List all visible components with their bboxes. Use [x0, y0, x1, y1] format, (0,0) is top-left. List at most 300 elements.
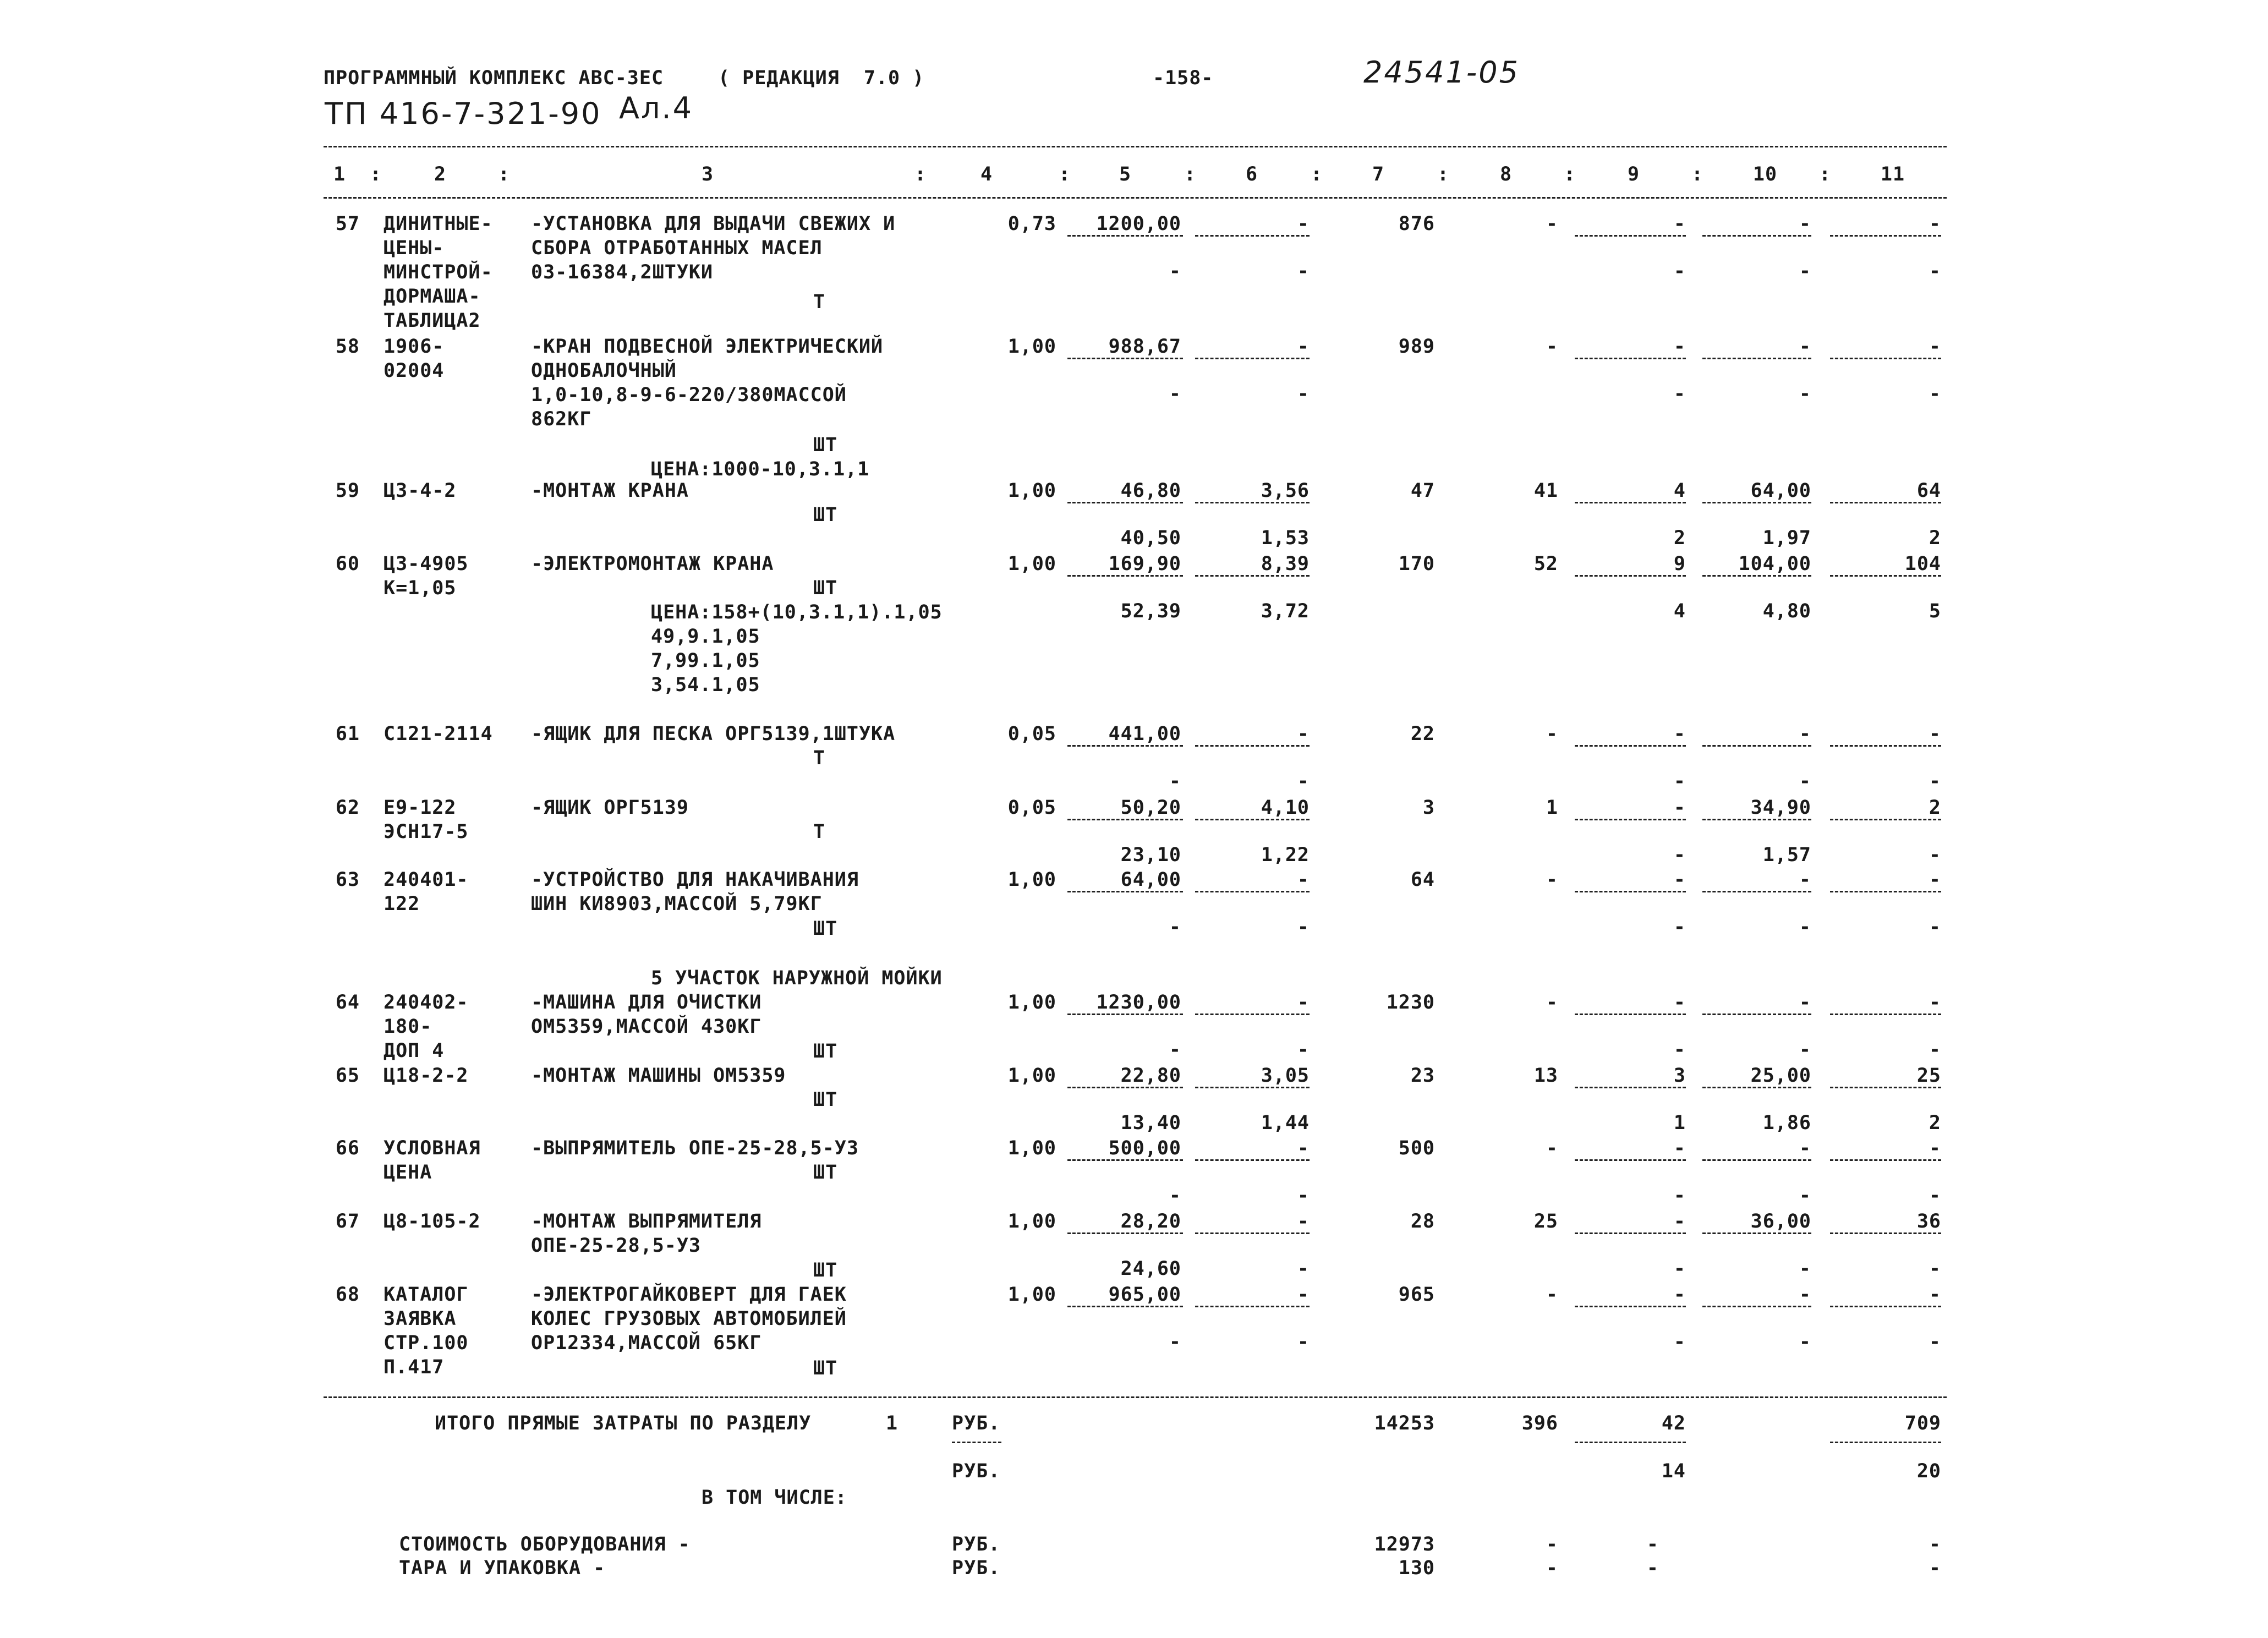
col10: - [1799, 336, 1811, 358]
col6: - [1297, 1210, 1310, 1232]
column-header: 9 [1627, 163, 1640, 185]
col11: - [1929, 336, 1941, 358]
sub-rule-c9 [1575, 1087, 1686, 1088]
row-unit: Т [813, 291, 826, 313]
sub-rule-c9 [1575, 358, 1686, 359]
sub-rule-c9 [1575, 1442, 1686, 1443]
col6-sub: - [1297, 1039, 1310, 1061]
col8: - [1546, 869, 1558, 891]
col9: - [1673, 1210, 1686, 1232]
col7: 23 [1410, 1065, 1435, 1087]
col8: - [1546, 336, 1558, 358]
col5-sub: - [1169, 770, 1181, 792]
col6: - [1297, 1284, 1310, 1306]
col10: - [1799, 723, 1811, 745]
col11: 25 [1916, 1065, 1941, 1087]
row-number: 60 [335, 553, 360, 575]
sub-rule-c11 [1830, 235, 1941, 237]
col11-sub: - [1929, 1258, 1941, 1280]
qty: 1,00 [1007, 336, 1056, 358]
row-number: 63 [335, 869, 360, 891]
qty: 1,00 [1007, 553, 1056, 575]
tare-col11: - [1929, 1557, 1941, 1579]
col8: - [1546, 991, 1558, 1014]
sub-rule-c6 [1195, 891, 1310, 892]
col8: - [1546, 1137, 1558, 1159]
col6: 3,56 [1261, 480, 1310, 502]
row-code: СТР.100 [384, 1332, 469, 1354]
row-code: 122 [384, 893, 420, 915]
totals-unit2: РУБ. [952, 1460, 1001, 1482]
col9: 3 [1673, 1065, 1686, 1087]
price-note: ЦЕНА:158+(10,3.1,1).1,05 [651, 601, 943, 623]
col8: 41 [1533, 480, 1558, 502]
row-code: ЦЕНА [384, 1162, 432, 1184]
row-number: 66 [335, 1137, 360, 1159]
totals-col8: 396 [1521, 1412, 1558, 1434]
sub-rule-c6 [1195, 1014, 1310, 1015]
totals-unit: РУБ. [952, 1412, 1001, 1434]
sub-rule-c10 [1702, 1087, 1811, 1088]
row-name: ОМ5359,МАССОЙ 430КГ [531, 1016, 762, 1038]
row-name: -ЯЩИК ДЛЯ ПЕСКА ОРГ5139,1ШТУКА [531, 723, 896, 745]
col9-sub: - [1673, 844, 1686, 866]
sub-rule-c6 [1195, 358, 1310, 359]
col9: - [1673, 1284, 1686, 1306]
col10-sub: 1,86 [1762, 1112, 1811, 1134]
row-unit: ШТ [813, 577, 838, 599]
col5: 46,80 [1120, 480, 1181, 502]
col9-sub: - [1673, 260, 1686, 282]
price-note: 3,54.1,05 [651, 674, 760, 696]
col7: 3 [1422, 797, 1435, 819]
qty: 0,73 [1007, 213, 1056, 235]
col9-sub: 4 [1673, 600, 1686, 622]
col11-sub: - [1929, 1331, 1941, 1353]
row-name: -ЯЩИК ОРГ5139 [531, 797, 689, 819]
sub-rule-c5 [1067, 1306, 1183, 1307]
col5: 64,00 [1120, 869, 1181, 891]
col10-sub: - [1799, 383, 1811, 405]
col5-sub: 13,40 [1120, 1112, 1181, 1134]
sub-rule-c5 [1067, 1087, 1183, 1088]
equipment-label: СТОИМОСТЬ ОБОРУДОВАНИЯ - [399, 1533, 691, 1555]
sub-rule-c10 [1702, 358, 1811, 359]
col11: - [1929, 991, 1941, 1014]
col9-sub: - [1673, 383, 1686, 405]
totals-label: ИТОГО ПРЯМЫЕ ЗАТРАТЫ ПО РАЗДЕЛУ [435, 1412, 812, 1434]
col5: 500,00 [1108, 1137, 1181, 1159]
col5-sub: 23,10 [1120, 844, 1181, 866]
sub-rule-c11 [1830, 1306, 1941, 1307]
col10-sub: - [1799, 1258, 1811, 1280]
column-separator: : [1059, 163, 1071, 185]
col10: - [1799, 1137, 1811, 1159]
col10-sub: 4,80 [1762, 600, 1811, 622]
col10-sub: - [1799, 1331, 1811, 1353]
row-code: С121-2114 [384, 723, 493, 745]
row-unit: ШТ [813, 918, 838, 940]
column-separator: : [370, 163, 382, 185]
col10-sub: - [1799, 1185, 1811, 1207]
row-name: -МОНТАЖ КРАНА [531, 480, 689, 502]
qty: 0,05 [1007, 723, 1056, 745]
column-separator: : [914, 163, 927, 185]
row-code: КАТАЛОГ [384, 1284, 469, 1306]
col10: 64,00 [1750, 480, 1811, 502]
row-number: 65 [335, 1065, 360, 1087]
col10: - [1799, 1284, 1811, 1306]
row-unit: ШТ [813, 1040, 838, 1062]
sub-rule-c5 [1067, 745, 1183, 747]
sub-rule-c5 [1067, 502, 1183, 503]
doc-number: 24541-05 [1363, 55, 1520, 90]
col5-sub: - [1169, 1331, 1181, 1353]
table-top-rule [324, 146, 1947, 147]
tare-col8: - [1546, 1557, 1558, 1579]
sub-rule-c6 [1195, 1232, 1310, 1234]
row-code: 240401- [384, 869, 469, 891]
column-header: 10 [1752, 163, 1778, 185]
row-name: 1,0-10,8-9-6-220/380МАССОЙ [531, 384, 847, 406]
col9: - [1673, 336, 1686, 358]
row-name: СБОРА ОТРАБОТАННЫХ МАСЕЛ [531, 237, 823, 259]
row-number: 57 [335, 213, 360, 235]
col8: 13 [1533, 1065, 1558, 1087]
col8: - [1546, 1284, 1558, 1306]
sub-rule-c10 [1702, 745, 1811, 747]
row-name: -МОНТАЖ МАШИНЫ ОМ5359 [531, 1065, 786, 1087]
col11: - [1929, 213, 1941, 235]
col9: - [1673, 991, 1686, 1014]
row-code: МИНСТРОЙ- [384, 261, 493, 283]
col5-sub: - [1169, 1185, 1181, 1207]
sub-rule-c11 [1830, 1014, 1941, 1015]
row-number: 67 [335, 1210, 360, 1232]
qty: 1,00 [1007, 480, 1056, 502]
sub-rule-c10 [1702, 575, 1811, 577]
col5: 169,90 [1108, 553, 1181, 575]
row-name: ОР12334,МАССОЙ 65КГ [531, 1332, 762, 1354]
qty: 0,05 [1007, 797, 1056, 819]
sub-rule-c11 [1830, 1232, 1941, 1234]
column-separator: : [1311, 163, 1323, 185]
equipment-col9: - [1646, 1533, 1659, 1555]
col6-sub: - [1297, 916, 1310, 938]
including-label: В ТОМ ЧИСЛЕ: [702, 1487, 847, 1509]
col11-sub: - [1929, 260, 1941, 282]
sub-rule-c11 [1830, 1087, 1941, 1088]
column-header: 5 [1119, 163, 1132, 185]
col11: - [1929, 1137, 1941, 1159]
col5: 22,80 [1120, 1065, 1181, 1087]
col6: - [1297, 1137, 1310, 1159]
col10-sub: - [1799, 916, 1811, 938]
col8: - [1546, 723, 1558, 745]
col10-sub: - [1799, 770, 1811, 792]
col11-sub: 2 [1929, 1112, 1941, 1134]
sub-rule-c9 [1575, 502, 1686, 503]
row-unit: Т [813, 821, 826, 843]
row-code: ДОП 4 [384, 1040, 445, 1062]
column-header: 8 [1499, 163, 1513, 185]
col5: 988,67 [1108, 336, 1181, 358]
sub-rule-c10 [1702, 1232, 1811, 1234]
row-name: ШИН КИ8903,МАССОЙ 5,79КГ [531, 893, 823, 915]
qty: 1,00 [1007, 869, 1056, 891]
sub-rule-c11 [1830, 575, 1941, 577]
row-name: -МОНТАЖ ВЫПРЯМИТЕЛЯ [531, 1210, 762, 1232]
col11: - [1929, 1284, 1941, 1306]
col7: 47 [1410, 480, 1435, 502]
totals-col9-sub: 14 [1661, 1460, 1686, 1482]
col9-sub: - [1673, 1258, 1686, 1280]
row-name: -УСТАНОВКА ДЛЯ ВЫДАЧИ СВЕЖИХ И [531, 213, 896, 235]
col11-sub: - [1929, 383, 1941, 405]
col10: - [1799, 991, 1811, 1014]
col6: - [1297, 213, 1310, 235]
row-code: 1906- [384, 336, 445, 358]
totals-rule [324, 1396, 1947, 1398]
col6-sub: - [1297, 260, 1310, 282]
col9-sub: - [1673, 1039, 1686, 1061]
col6: 4,10 [1261, 797, 1310, 819]
row-number: 61 [335, 723, 360, 745]
totals-col11: 709 [1904, 1412, 1941, 1434]
row-name: -МАШИНА ДЛЯ ОЧИСТКИ [531, 991, 762, 1014]
sub-rule-c5 [1067, 575, 1183, 577]
col11-sub: - [1929, 1185, 1941, 1207]
price-note: 7,99.1,05 [651, 650, 760, 672]
row-code: ЭСН17-5 [384, 821, 469, 843]
col7: 500 [1398, 1137, 1435, 1159]
col5-sub: - [1169, 383, 1181, 405]
row-code: ЦЕНЫ- [384, 237, 445, 259]
sub-rule-c11 [1830, 819, 1941, 820]
qty: 1,00 [1007, 1137, 1056, 1159]
col11-sub: 5 [1929, 600, 1941, 622]
col6: - [1297, 991, 1310, 1014]
col5-sub: 52,39 [1120, 600, 1181, 622]
col7: 64 [1410, 869, 1435, 891]
sub-rule-c5 [1067, 235, 1183, 237]
row-number: 64 [335, 991, 360, 1014]
row-name: -УСТРОЙСТВО ДЛЯ НАКАЧИВАНИЯ [531, 869, 859, 891]
row-name: 03-16384,2ШТУКИ [531, 261, 714, 283]
col9: - [1673, 797, 1686, 819]
col6: - [1297, 869, 1310, 891]
row-code: 240402- [384, 991, 469, 1014]
col9-sub: - [1673, 1331, 1686, 1353]
col6: - [1297, 336, 1310, 358]
col5: 965,00 [1108, 1284, 1181, 1306]
col6: 8,39 [1261, 553, 1310, 575]
col9: 9 [1673, 553, 1686, 575]
sub-rule-c10 [1702, 235, 1811, 237]
row-unit: ШТ [813, 504, 838, 526]
sub-rule-c9 [1575, 1306, 1686, 1307]
col7: 965 [1398, 1284, 1435, 1306]
sub-rule-c5 [1067, 1232, 1183, 1234]
column-separator: : [1184, 163, 1197, 185]
row-name: -ВЫПРЯМИТЕЛЬ ОПЕ-25-28,5-У3 [531, 1137, 859, 1159]
col10: 25,00 [1750, 1065, 1811, 1087]
col11: 64 [1916, 480, 1941, 502]
col5-sub: - [1169, 260, 1181, 282]
col10: - [1799, 213, 1811, 235]
row-unit: ШТ [813, 1162, 838, 1184]
row-code: К=1,05 [384, 577, 457, 599]
price-note: ЦЕНА:1000-10,3.1,1 [651, 458, 870, 480]
row-code: ЗАЯВКА [384, 1308, 457, 1330]
col9-sub: 2 [1673, 527, 1686, 549]
sub-rule-c10 [1702, 891, 1811, 892]
col10-sub: - [1799, 260, 1811, 282]
sub-rule-c6 [1195, 819, 1310, 820]
col5: 1230,00 [1096, 991, 1181, 1014]
sub-rule-c5 [1067, 1014, 1183, 1015]
col10: 104,00 [1738, 553, 1811, 575]
sub-rule-c6 [1195, 1159, 1310, 1161]
col5: 28,20 [1120, 1210, 1181, 1232]
row-number: 59 [335, 480, 360, 502]
tare-col9: - [1646, 1557, 1659, 1579]
column-separator: : [1819, 163, 1832, 185]
table-header-rule [324, 197, 1947, 199]
col8: 25 [1533, 1210, 1558, 1232]
tare-label: ТАРА И УПАКОВКА - [399, 1557, 606, 1579]
row-number: 58 [335, 336, 360, 358]
col5: 50,20 [1120, 797, 1181, 819]
col9: 4 [1673, 480, 1686, 502]
col5: 1200,00 [1096, 213, 1181, 235]
row-code: Ц3-4-2 [384, 480, 457, 502]
row-name: КОЛЕС ГРУЗОВЫХ АВТОМОБИЛЕЙ [531, 1308, 847, 1330]
totals-unit-rule [952, 1442, 1001, 1443]
col7: 876 [1398, 213, 1435, 235]
qty: 1,00 [1007, 991, 1056, 1014]
col5: 441,00 [1108, 723, 1181, 745]
sub-rule-c6 [1195, 745, 1310, 747]
col5-sub: - [1169, 1039, 1181, 1061]
row-code: Ц8-105-2 [384, 1210, 481, 1232]
col9: - [1673, 213, 1686, 235]
row-unit: ШТ [813, 434, 838, 456]
column-separator: : [1564, 163, 1576, 185]
column-header: 3 [701, 163, 714, 185]
price-note: 49,9.1,05 [651, 626, 760, 648]
col11: - [1929, 723, 1941, 745]
col7: 1230 [1386, 991, 1435, 1014]
tare-col7: 130 [1398, 1557, 1435, 1579]
col11: 36 [1916, 1210, 1941, 1232]
row-unit: ШТ [813, 1259, 838, 1281]
col7: 22 [1410, 723, 1435, 745]
col5-sub: 40,50 [1120, 527, 1181, 549]
sub-rule-c11 [1830, 1442, 1941, 1443]
col6-sub: - [1297, 770, 1310, 792]
col11-sub: - [1929, 770, 1941, 792]
edition-label: ( РЕДАКЦИЯ 7.0 ) [718, 67, 925, 89]
sub-rule-c11 [1830, 502, 1941, 503]
col9: - [1673, 723, 1686, 745]
column-header: 7 [1372, 163, 1385, 185]
row-name: ОДНОБАЛОЧНЫЙ [531, 360, 677, 382]
row-code: ДОРМАША- [384, 286, 481, 308]
column-header: 4 [980, 163, 993, 185]
row-code: 180- [384, 1016, 432, 1038]
qty: 1,00 [1007, 1210, 1056, 1232]
sub-rule-c9 [1575, 235, 1686, 237]
sub-rule-c6 [1195, 1306, 1310, 1307]
row-unit: ШТ [813, 1089, 838, 1111]
column-separator: : [498, 163, 511, 185]
col9-sub: - [1673, 916, 1686, 938]
col9: - [1673, 869, 1686, 891]
row-code: Ц18-2-2 [384, 1065, 469, 1087]
row-code: Е9-122 [384, 797, 457, 819]
col10-sub: 1,57 [1762, 844, 1811, 866]
col9-sub: 1 [1673, 1112, 1686, 1134]
col6: 3,05 [1261, 1065, 1310, 1087]
col11: 2 [1929, 797, 1941, 819]
sub-rule-c10 [1702, 502, 1811, 503]
sub-rule-c10 [1702, 1306, 1811, 1307]
column-header: 11 [1880, 163, 1905, 185]
col6-sub: 1,53 [1261, 527, 1310, 549]
row-name: -ЭЛЕКТРОГАЙКОВЕРТ ДЛЯ ГАЕК [531, 1284, 847, 1306]
sub-rule-c10 [1702, 1014, 1811, 1015]
sub-rule-c6 [1195, 235, 1310, 237]
page-number: -158- [1153, 67, 1214, 89]
column-header: 1 [333, 163, 346, 185]
col6-sub: - [1297, 1258, 1310, 1280]
tp-code: ТП 416-7-321-90 [325, 96, 602, 131]
sub-rule-c9 [1575, 891, 1686, 892]
col6-sub: - [1297, 383, 1310, 405]
col10-sub: - [1799, 1039, 1811, 1061]
sub-rule-c9 [1575, 745, 1686, 747]
row-code: 02004 [384, 360, 445, 382]
album-label: Ал.4 [619, 91, 693, 125]
row-code: Ц3-4905 [384, 553, 469, 575]
sub-rule-c9 [1575, 1014, 1686, 1015]
col6: - [1297, 723, 1310, 745]
col8: 52 [1533, 553, 1558, 575]
column-header: 2 [434, 163, 447, 185]
col5-sub: 24,60 [1120, 1258, 1181, 1280]
sub-rule-c11 [1830, 745, 1941, 747]
totals-col9: 42 [1661, 1412, 1686, 1434]
row-code: ТАБЛИЦА2 [384, 310, 481, 332]
row-name: 862КГ [531, 408, 592, 430]
col7: 989 [1398, 336, 1435, 358]
row-name: ОПЕ-25-28,5-У3 [531, 1235, 702, 1257]
sub-rule-c9 [1575, 1232, 1686, 1234]
col11-sub: - [1929, 916, 1941, 938]
col9: - [1673, 1137, 1686, 1159]
row-name: -ЭЛЕКТРОМОНТАЖ КРАНА [531, 553, 774, 575]
row-number: 68 [335, 1284, 360, 1306]
sub-rule-c10 [1702, 819, 1811, 820]
equipment-col11: - [1929, 1533, 1941, 1555]
sub-rule-c11 [1830, 358, 1941, 359]
sub-rule-c6 [1195, 575, 1310, 577]
sub-rule-c5 [1067, 819, 1183, 820]
col9-sub: - [1673, 770, 1686, 792]
col11: 104 [1904, 553, 1941, 575]
col7: 28 [1410, 1210, 1435, 1232]
